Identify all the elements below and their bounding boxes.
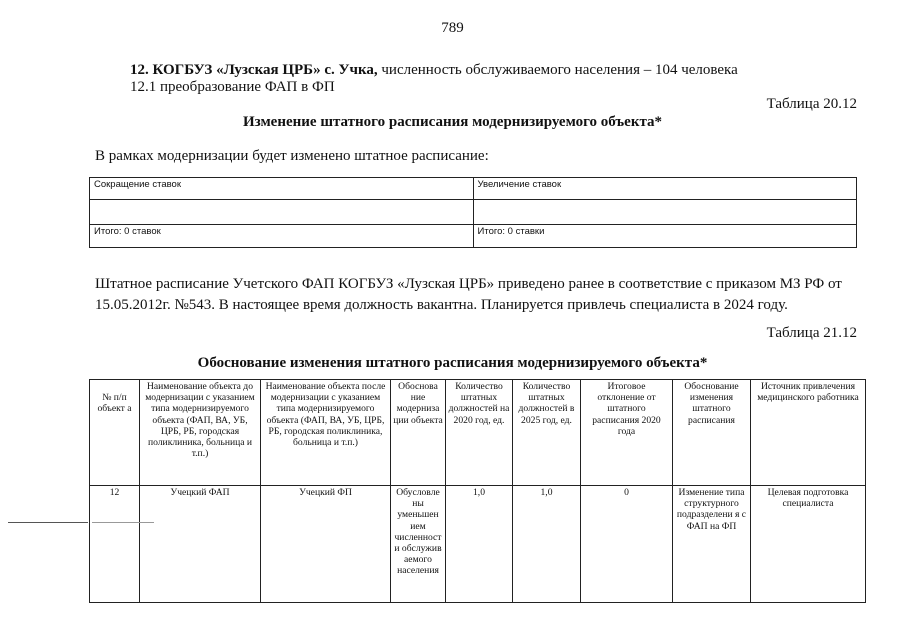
reduction-total: Итого: 0 ставок: [90, 225, 474, 248]
table2-label: Таблица 21.12: [766, 325, 857, 341]
table1-intro: В рамках модернизации будет изменено штатное расписание:: [95, 148, 489, 164]
cell-object-before: Учецкий ФАП: [140, 486, 261, 603]
section-org-name: 12. КОГБУЗ «Лузская ЦРБ» с. Учка,: [130, 62, 378, 78]
page-number: 789: [441, 20, 464, 36]
cell-staff-2020: 1,0: [446, 486, 513, 603]
population-text: численность обслуживаемого населения – 104 человека: [377, 62, 738, 78]
table1-title: Изменение штатного расписания модернизируемого объекта*: [242, 114, 663, 130]
increase-total: Итого: 0 ставки: [473, 225, 857, 248]
reduction-empty-cell: [90, 200, 474, 225]
header-staff-2020: Количество штатных должностей на 2020 год, ед.: [446, 380, 513, 486]
cell-staff-change-reason: Изменение типа структурного подразделени я с ФАП на ФП: [673, 486, 751, 603]
cell-worker-source: Целевая подготовка специалиста: [751, 486, 866, 603]
header-modernization-reason: Обоснова ние модерниза ции объекта: [391, 380, 446, 486]
justification-table: [89, 379, 866, 603]
scan-artifact-line: [8, 522, 88, 523]
section-heading: [130, 62, 738, 79]
header-worker-source: Источник привлечения медицинского работника: [751, 380, 866, 486]
paragraph-line-2: 15.05.2012г. №543. В настоящее время должность вакантна. Планируется привлечь специалиста в 2024 году.: [95, 297, 788, 313]
cell-number: 12: [90, 486, 140, 603]
header-staff-2025: Количество штатных должностей в 2025 год, ед.: [513, 380, 581, 486]
increase-header: Увеличение ставок: [473, 178, 857, 200]
cell-staff-2025: 1,0: [513, 486, 581, 603]
table1-label: Таблица 20.12: [766, 96, 857, 112]
increase-empty-cell: [473, 200, 857, 225]
staffing-paragraph: [95, 274, 860, 316]
table-row: [90, 486, 866, 603]
cell-object-after: Учецкий ФП: [261, 486, 391, 603]
section-subitem: 12.1 преобразование ФАП в ФП: [130, 79, 335, 95]
reduction-header: Сокращение ставок: [90, 178, 474, 200]
header-staff-change-reason: Обоснование изменения штатного расписания: [673, 380, 751, 486]
header-object-after: Наименование объекта после модернизации с указанием типа модернизируемого объекта (ФАП, ВА, УБ, ЦРБ, РБ, городская поликлиника, больница и т.п.): [261, 380, 391, 486]
cell-modernization-reason: Обусловле ны уменьшен ием численност и обслужив аемого населения: [391, 486, 446, 603]
cell-deviation: 0: [581, 486, 673, 603]
header-deviation: Итоговое отклонение от штатного расписания 2020 года: [581, 380, 673, 486]
table2-title: Обоснование изменения штатного расписания модернизируемого объекта*: [197, 355, 708, 371]
paragraph-line-1: Штатное расписание Учетского ФАП КОГБУЗ «Лузская ЦРБ» приведено ранее в соответствие с приказом МЗ РФ от: [95, 276, 842, 292]
staff-change-table: [89, 177, 857, 248]
scan-artifact-line: [92, 522, 154, 523]
header-number: № п/п объект а: [90, 380, 140, 486]
header-object-before: Наименование объекта до модернизации с указанием типа модернизируемого объекта (ФАП, ВА, УБ, ЦРБ, РБ, городская поликлиника, больница и т.п.): [140, 380, 261, 486]
